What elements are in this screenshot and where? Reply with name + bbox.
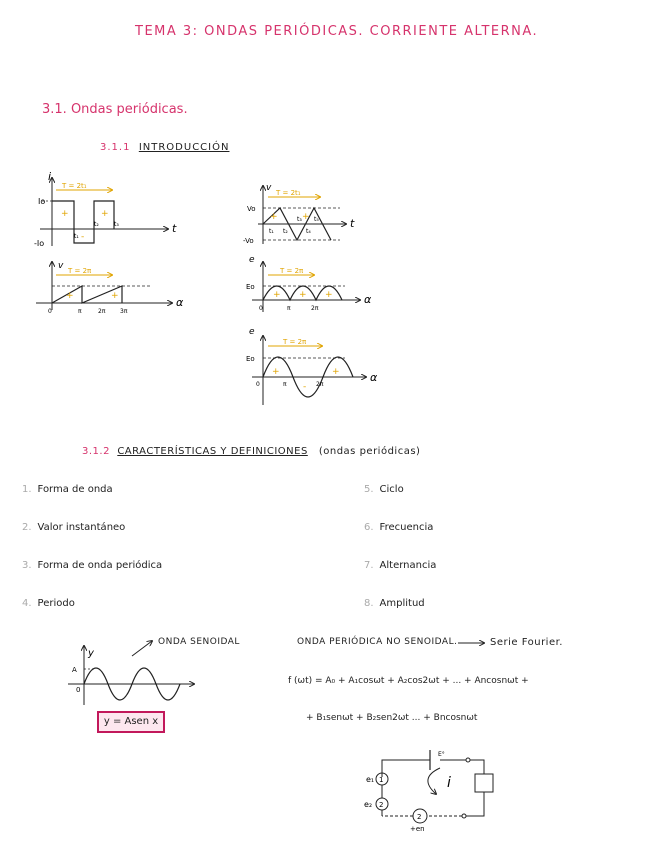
circuit-n1: 1 xyxy=(379,776,384,784)
triangle-t5: t₅ xyxy=(314,216,319,223)
circuit-e1: e₁ xyxy=(366,775,375,784)
triangle-period: T = 2t₁ xyxy=(276,189,301,197)
sine-period: T = 2π xyxy=(283,338,307,346)
square-minus: - xyxy=(81,232,85,242)
square-t2: t₂ xyxy=(94,221,99,228)
sine-axis-alpha: α xyxy=(370,371,378,384)
square-wave-graph xyxy=(34,170,177,248)
sawtooth-3pi: 3π xyxy=(120,308,128,315)
list-item: 4. Periodo xyxy=(22,598,75,609)
sawtooth-wave-graph xyxy=(36,261,184,315)
rectified-axis-e: e xyxy=(249,255,255,265)
triangle-vo-label: Vo xyxy=(247,205,256,213)
list-item: 3. Forma de onda periódica xyxy=(22,560,163,571)
rectified-2pi: 2π xyxy=(311,305,319,312)
section-3-1-2-heading xyxy=(82,446,420,457)
section-3-1-1-label: INTRODUCCIÓN xyxy=(138,142,230,153)
section-3-1-heading: 3.1. Ondas periódicas. xyxy=(42,102,188,117)
triangle-t3: t₃ xyxy=(297,216,302,223)
section-3-1-2-label: CARACTERÍSTICAS Y DEFINICIONES xyxy=(117,446,308,457)
square-t3: t₃ xyxy=(114,221,119,228)
sine-eo-label: Eo xyxy=(246,355,255,363)
sine-plus-2: + xyxy=(332,367,340,377)
fourier-formula-line1: f (ωt) = A₀ + A₁cosωt + A₂cos2ωt + ... + Ancosnωt + xyxy=(288,676,529,686)
sine-minus: - xyxy=(303,382,307,392)
page-title: TEMA 3: ONDAS PERIÓDICAS. CORRIENTE ALTERNA. xyxy=(135,24,539,39)
square-axis-i: i xyxy=(48,170,52,183)
fourier-series-label: Serie Fourier. xyxy=(490,637,563,648)
square-neg-io-label: -Io xyxy=(34,239,45,248)
list-item: 7. Alternancia xyxy=(364,560,437,571)
list-item: 8. Amplitud xyxy=(364,598,425,609)
rectified-axis-alpha: α xyxy=(364,293,372,306)
rectified-period: T = 2π xyxy=(280,267,304,275)
triangle-t1: t₁ xyxy=(269,228,274,235)
square-period: T = 2t₁ xyxy=(62,182,87,190)
section-3-1-2-paren: (ondas periódicas) xyxy=(318,446,421,457)
sawtooth-pi: π xyxy=(78,308,82,315)
sine-pi: π xyxy=(283,381,287,388)
circuit-en: +en xyxy=(410,825,425,833)
rectified-plus-1: + xyxy=(273,290,281,300)
list-item: 2. Valor instantáneo xyxy=(22,522,126,533)
sinusoidal-amp: A xyxy=(72,666,77,674)
rectified-eo-label: Eo xyxy=(246,283,255,291)
triangle-axis-v: v xyxy=(266,183,272,193)
sawtooth-zero: 0 xyxy=(48,308,52,315)
sine-wave-graph xyxy=(246,327,378,405)
circuit-current: i xyxy=(447,775,451,791)
sawtooth-axis-alpha: α xyxy=(176,296,184,309)
rectified-plus-2: + xyxy=(299,290,307,300)
list-item: 1. Forma de onda xyxy=(22,484,113,495)
triangle-t4: t₄ xyxy=(306,228,311,235)
sine-axis-e: e xyxy=(249,327,255,337)
circuit-n3: 2 xyxy=(417,813,422,821)
sinusoidal-label: ONDA SENOIDAL xyxy=(158,637,240,647)
triangle-wave-graph xyxy=(243,183,355,245)
square-plus: + xyxy=(61,209,69,219)
sawtooth-plus: + xyxy=(66,291,74,301)
square-io-label: Io xyxy=(38,197,46,206)
sinusoidal-formula-box: y = Asen x xyxy=(97,711,165,733)
square-axis-t: t xyxy=(172,222,177,235)
rectified-plus-3: + xyxy=(325,290,333,300)
circuit-eo: E° xyxy=(438,751,445,758)
circuit-diagram xyxy=(364,750,493,833)
triangle-plus-2: + xyxy=(302,212,310,222)
section-3-1-2-number: 3.1.2 xyxy=(82,446,110,457)
sine-2pi: 2π xyxy=(316,381,324,388)
rectified-pi: π xyxy=(287,305,291,312)
fourier-formula-line2: + B₁senωt + B₂sen2ωt ... + Bncosnωt xyxy=(306,713,478,723)
list-item: 6. Frecuencia xyxy=(364,522,434,533)
triangle-neg-vo-label: -Vo xyxy=(243,237,254,245)
sine-zero: 0 xyxy=(256,381,260,388)
sinusoidal-example-graph xyxy=(68,641,194,705)
circuit-e2: e₂ xyxy=(364,800,373,809)
list-item: 5. Ciclo xyxy=(364,484,404,495)
sawtooth-axis-v: v xyxy=(58,261,64,271)
sine-plus: + xyxy=(272,367,280,377)
square-plus-2: + xyxy=(101,209,109,219)
triangle-plus: + xyxy=(270,212,278,222)
sawtooth-period: T = 2π xyxy=(68,267,92,275)
sawtooth-plus-2: + xyxy=(111,291,119,301)
rectified-zero: 0 xyxy=(259,305,263,312)
circuit-n2: 2 xyxy=(379,801,384,809)
square-t1: t₁ xyxy=(74,233,79,240)
section-3-1-1-number: 3.1.1 xyxy=(100,142,131,153)
sinusoidal-zero: 0 xyxy=(76,686,81,694)
sinusoidal-axis-y: y xyxy=(88,648,94,659)
triangle-t2: t₂ xyxy=(283,228,288,235)
sawtooth-2pi: 2π xyxy=(98,308,106,315)
nonsinusoidal-label: ONDA PERIÓDICA NO SENOIDAL. xyxy=(297,637,458,647)
rectified-wave-graph xyxy=(246,255,372,312)
triangle-axis-t: t xyxy=(350,217,355,230)
